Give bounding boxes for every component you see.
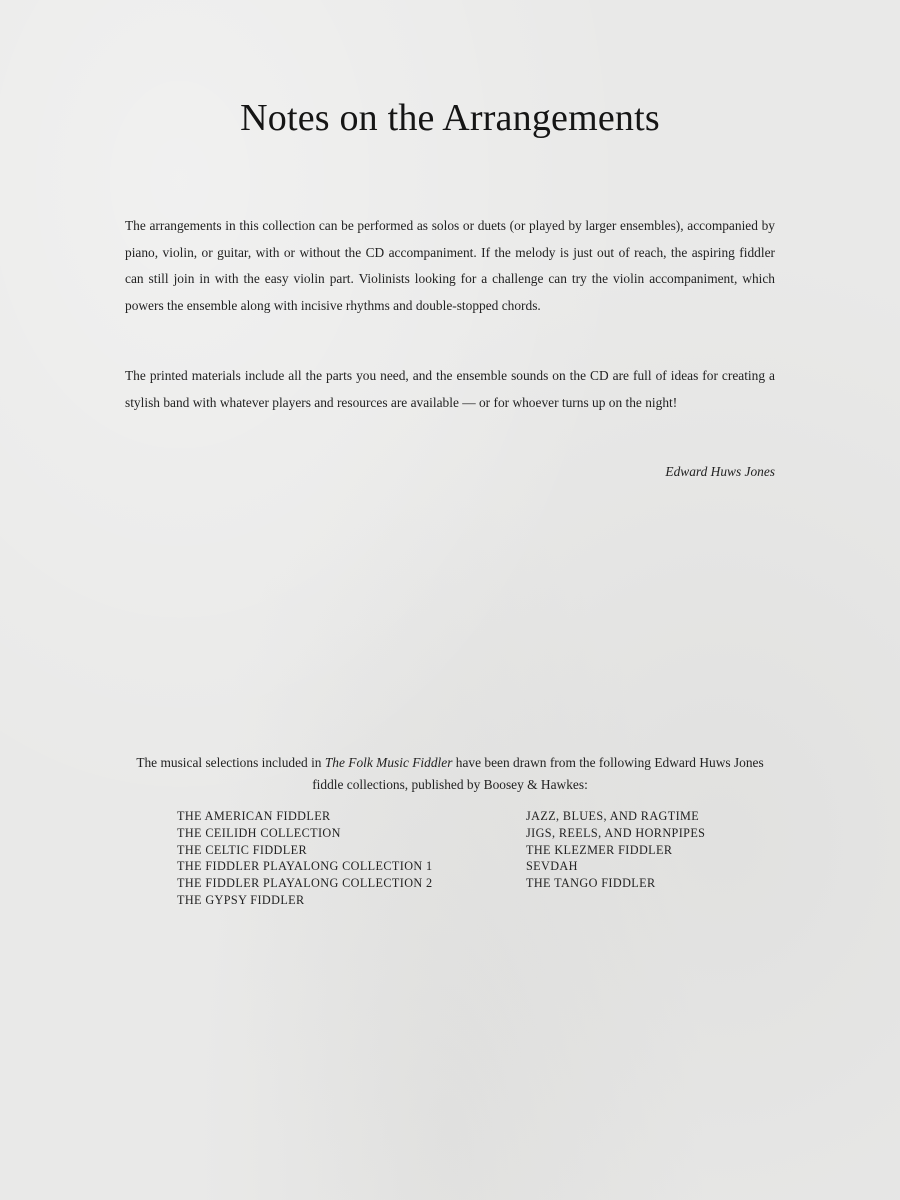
collection-item: SEVDAH	[526, 859, 578, 874]
collection-item: THE AMERICAN FIDDLER	[177, 809, 331, 823]
collection-item: THE CEILIDH COLLECTION	[177, 825, 341, 840]
collection-item: JIGS, REELS, AND HORNPIPES	[526, 825, 706, 840]
book-title: The Folk Music Fiddler	[324, 755, 453, 770]
selections-intro-after: have been drawn from the following Edward Huws Jones fiddle collections, published by Boosey & Hawkes:	[312, 755, 764, 792]
collections-right-column	[526, 808, 705, 892]
author-signature: Edward Huws Jones	[665, 464, 775, 479]
collections-list	[0, 808, 900, 918]
collection-item: JAZZ, BLUES, AND RAGTIME	[526, 809, 700, 823]
paragraph-arrangements: The arrangements in this collection can be performed as solos or duets (or played by larger ensembles), accompanied by piano, violin, or guitar, with or without the CD accompaniment. If the melody is just out of reach, the aspiring fiddler can still join in with the easy violin part. Violinists looking for a challenge can try the violin accompaniment, which powers the ensemble along with incisive rhythms and double-stopped chords.	[125, 218, 775, 313]
collection-item: THE GYPSY FIDDLER	[177, 892, 305, 907]
selections-intro-before: The musical selections included in	[136, 755, 325, 770]
collection-item: THE TANGO FIDDLER	[526, 876, 656, 891]
page-title: Notes on the Arrangements	[240, 97, 660, 139]
selections-intro	[125, 752, 775, 796]
collection-item: THE FIDDLER PLAYALONG COLLECTION 1	[177, 859, 433, 874]
collection-item: THE CELTIC FIDDLER	[177, 842, 307, 857]
collections-left-column	[177, 808, 433, 909]
paragraph-printed-materials: The printed materials include all the parts you need, and the ensemble sounds on the CD are full of ideas for creating a stylish band with whatever players and resources are available — or for whoever turns up on the night!	[125, 368, 775, 410]
collection-item: THE FIDDLER PLAYALONG COLLECTION 2	[177, 876, 433, 891]
collection-item: THE KLEZMER FIDDLER	[526, 842, 673, 857]
